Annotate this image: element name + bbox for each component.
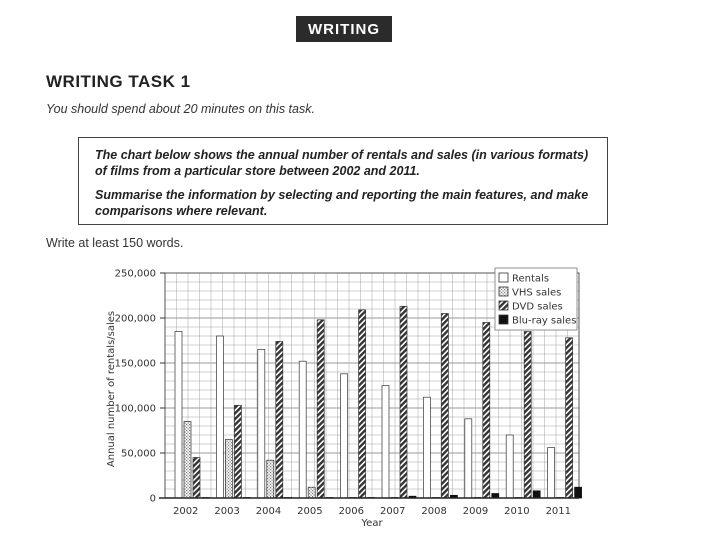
x-tick-label: 2003 — [214, 506, 240, 517]
legend-label: Blu-ray sales — [512, 315, 577, 327]
bar-blu-ray-sales-2011 — [575, 487, 582, 498]
bar-blu-ray-sales-2010 — [533, 491, 540, 498]
x-tick-label: 2008 — [421, 506, 447, 517]
legend-swatch — [499, 315, 508, 324]
bar-rentals-2006 — [341, 374, 348, 498]
y-tick-label: 200,000 — [114, 313, 156, 325]
bar-rentals-2011 — [548, 448, 555, 498]
legend-label: Rentals — [512, 273, 550, 285]
x-tick-label: 2010 — [504, 506, 530, 517]
legend-label: DVD sales — [512, 301, 563, 313]
x-tick-label: 2002 — [172, 506, 199, 517]
bar-dvd-sales-2010 — [524, 332, 531, 499]
bar-dvd-sales-2004 — [276, 341, 283, 498]
bar-rentals-2009 — [465, 419, 472, 498]
bar-rentals-2003 — [216, 336, 223, 498]
bar-rentals-2008 — [423, 397, 430, 498]
bar-dvd-sales-2006 — [359, 310, 366, 498]
x-tick-label: 2005 — [297, 506, 323, 517]
x-tick-label: 2006 — [338, 506, 365, 517]
prompt-paragraph-description: The chart below shows the annual number of rentals and sales (in various formats) of films from a particular store between 2002 and 2011. — [95, 148, 589, 178]
bar-vhs-sales-2002 — [184, 422, 191, 499]
legend-swatch — [499, 301, 508, 310]
task-title: WRITING TASK 1 — [46, 72, 191, 91]
bar-dvd-sales-2003 — [234, 405, 241, 498]
x-tick-label: 2007 — [379, 506, 406, 517]
legend-label: VHS sales — [512, 287, 562, 299]
bar-dvd-sales-2008 — [441, 314, 448, 499]
legend-swatch — [499, 273, 508, 282]
y-tick-label: 0 — [149, 493, 156, 505]
y-tick-label: 50,000 — [121, 448, 156, 460]
bar-rentals-2004 — [258, 350, 265, 499]
chart-bars — [175, 306, 582, 498]
word-count-note: Write at least 150 words. — [46, 236, 184, 250]
chart-legend — [495, 268, 577, 330]
bar-chart — [0, 262, 708, 542]
task-prompt-box — [78, 137, 608, 225]
y-tick-label: 150,000 — [114, 358, 156, 370]
bar-dvd-sales-2009 — [483, 323, 490, 499]
x-axis-label: Year — [361, 518, 383, 529]
prompt-paragraph-instruction: Summarise the information by selecting and reporting the main features, and make comparisons where relevant. — [95, 188, 589, 218]
bar-dvd-sales-2002 — [193, 458, 200, 499]
bar-dvd-sales-2011 — [566, 338, 573, 498]
bar-dvd-sales-2007 — [400, 306, 407, 498]
x-tick-label: 2004 — [255, 506, 282, 517]
bar-rentals-2002 — [175, 332, 182, 499]
time-instruction: You should spend about 20 minutes on this task. — [46, 102, 315, 116]
bar-rentals-2005 — [299, 361, 306, 498]
bar-vhs-sales-2004 — [267, 460, 274, 498]
x-tick-label: 2009 — [462, 506, 489, 517]
bar-dvd-sales-2005 — [317, 320, 324, 498]
x-tick-label: 2011 — [545, 506, 572, 517]
legend-swatch — [499, 287, 508, 296]
bar-rentals-2010 — [506, 435, 513, 498]
bar-rentals-2007 — [382, 386, 389, 499]
bar-vhs-sales-2003 — [225, 440, 232, 499]
y-tick-label: 100,000 — [114, 403, 156, 415]
section-banner: WRITING — [296, 16, 392, 42]
y-tick-label: 250,000 — [114, 268, 156, 280]
bar-vhs-sales-2005 — [308, 487, 315, 498]
y-axis-label: Annual number of rentals/sales — [106, 310, 117, 468]
